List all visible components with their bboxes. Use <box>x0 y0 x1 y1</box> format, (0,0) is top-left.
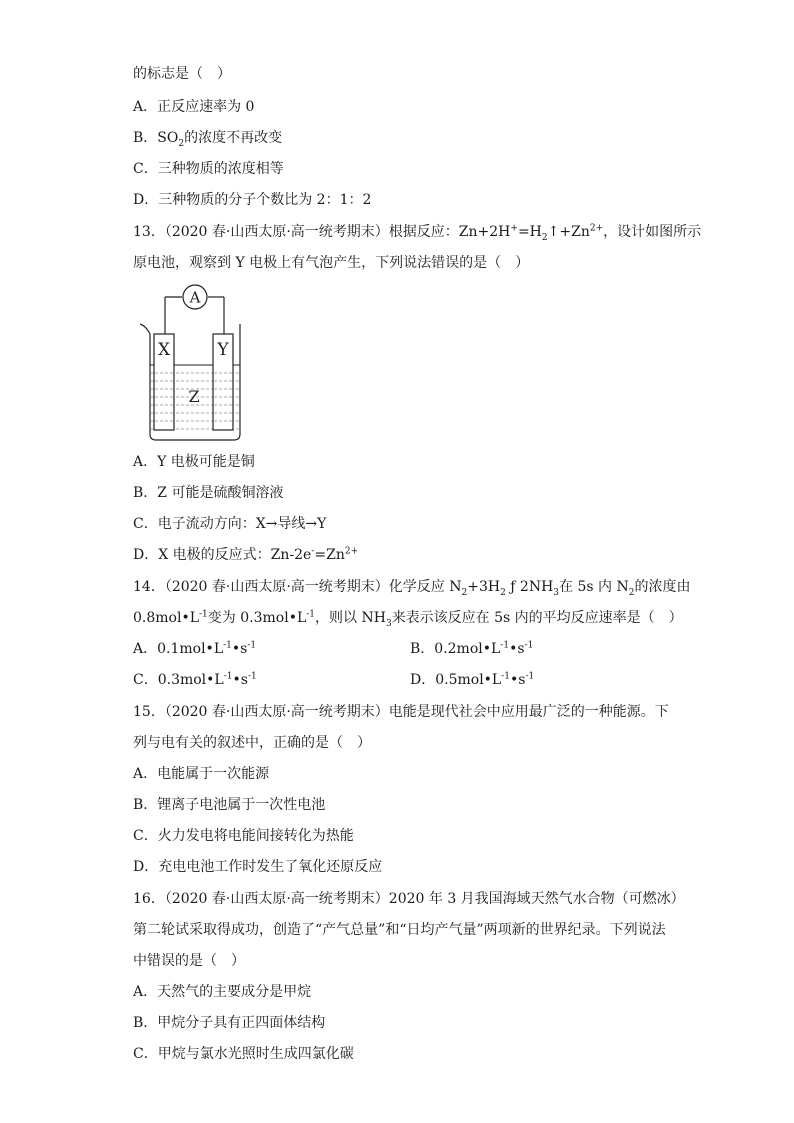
q13-option-d: D．X 电极的反应式：$Zn-2e^-=Zn^{2+}$ <box>133 546 359 563</box>
q14-option-b: B．$0.2mol•L^{-1}•s^{-1}$ <box>410 640 534 657</box>
ammeter-label: A <box>189 288 201 307</box>
q13-stem-line2: 原电池，观察到 Y 电极上有气泡产生，下列说法错误的是（ ） <box>133 255 530 271</box>
q12-stem-tail: 的标志是（ ） <box>133 66 231 82</box>
q15-stem-line1: 15．（2020 春·山西太原·高一统考期末）电能是现代社会中应用最广泛的一种能源。下 <box>133 704 669 720</box>
q15-option-a: A．电能属于一次能源 <box>133 766 270 782</box>
q12-option-a: A．正反应速率为 0 <box>133 99 255 115</box>
electrode-x-label: X <box>157 340 171 360</box>
solution-label: Z <box>188 387 200 406</box>
q15-option-c: C．火力发电将电能间接转化为热能 <box>133 828 354 844</box>
q13-option-c: C．电子流动方向：X→导线→Y <box>133 516 327 532</box>
q13-option-a: A．Y 电极可能是铜 <box>133 454 255 470</box>
galvanic-cell-diagram <box>140 284 250 446</box>
q14-stem-line2: $0.8mol•L^{-1}$变为 $0.3mol•L^{-1}$，则以 $NH_3$来表示该反应在 5s 内的平均反应速率是（ ） <box>133 609 683 629</box>
q15-stem-line2: 列与电有关的叙述中，正确的是（ ） <box>133 735 371 751</box>
q12-option-c: C．三种物质的浓度相等 <box>133 161 284 177</box>
electrode-y-label: Y <box>217 340 229 360</box>
q15-option-b: B．锂离子电池属于一次性电池 <box>133 797 326 813</box>
q14-stem-line1: 14．（2020 春·山西太原·高一统考期末）化学反应 $N_2+3H_2$ ƒ $2NH_3$在 5s 内 $N_2$的浓度由 <box>133 579 691 598</box>
q16-option-a: A．天然气的主要成分是甲烷 <box>133 984 312 1000</box>
q14-option-d: D．$0.5mol•L^{-1}•s^{-1}$ <box>410 671 535 688</box>
q16-stem-line1: 16．（2020 春·山西太原·高一统考期末）2020 年 3 月我国海域天然气水合物（可燃冰） <box>133 891 685 907</box>
q15-option-d: D．充电电池工作时发生了氧化还原反应 <box>133 859 383 875</box>
q16-option-c: C．甲烷与氯水光照时生成四氯化碳 <box>133 1046 354 1062</box>
q13-stem-line1: 13．（2020 春·山西太原·高一统考期末）根据反应：$Zn+2H^+=H_2↑+Zn^{2+}$，设计如图所示 <box>133 223 702 243</box>
q16-option-b: B．甲烷分子具有正四面体结构 <box>133 1015 326 1031</box>
q14-option-c: C．$0.3mol•L^{-1}•s^{-1}$ <box>133 671 257 688</box>
q12-option-d: D．三种物质的分子个数比为 2：1：2 <box>133 192 372 208</box>
q13-option-b: B．Z 可能是硫酸铜溶液 <box>133 485 284 501</box>
q14-option-a: A．$0.1mol•L^{-1}•s^{-1}$ <box>133 640 257 657</box>
q16-stem-line2: 第二轮试采取得成功，创造了“产气总量”和“日均产气量”两项新的世界纪录。下列说法 <box>133 922 666 938</box>
q16-stem-line3: 中错误的是（ ） <box>133 953 245 969</box>
q12-option-b: B．$SO_2$的浓度不再改变 <box>133 130 283 149</box>
